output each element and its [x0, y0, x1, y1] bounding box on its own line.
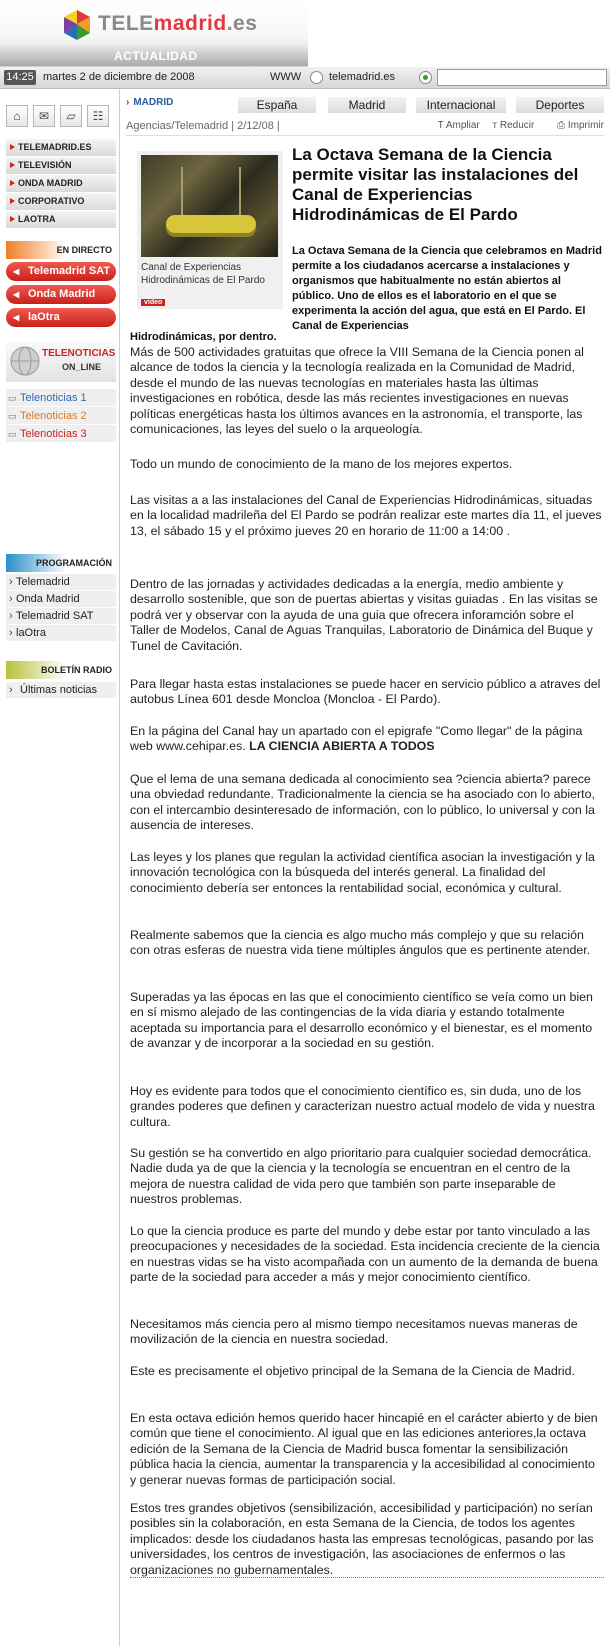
- paragraph: Todo un mundo de conocimiento de la mano de los mejores expertos.: [130, 457, 513, 471]
- live-laotra-button[interactable]: ◀ laOtra: [6, 308, 116, 327]
- home-icon[interactable]: ⌂: [6, 105, 28, 127]
- paragraph: Su gestión se ha convertido en algo prioritario para cualquier sociedad democrática. Nadie duda ya de que la ciencia y la tecnología se encuentran en el centro de la mejora de nuestra calidad de vida pero que también son parte inseparable de nuestros problemas.: [130, 1146, 592, 1207]
- bold-heading: LA CIENCIA ABIERTA A TODOS: [249, 739, 435, 754]
- region-tabs: [126, 97, 604, 113]
- paragraph: Para llegar hasta estas instalaciones se puede hacer en servicio público a atraves del autobus Línea 601 desde Moncloa (Moncloa - El Pardo).: [130, 677, 601, 707]
- menu-television[interactable]: TELEVISIÓN: [6, 157, 116, 174]
- article-image-box: [137, 151, 283, 309]
- paragraph: Más de 500 actividades gratuitas que ofrece la VIII Semana de la Ciencia ponen al alcance de todos la ciencia y la tecnología realizada en la Comunidad de Madrid, desde el mundo de las nuevas tecnologías en materiales hasta las últimas investigaciones en robótica, desde las más recientes investigaciones en nuevas políticas energéticas hasta los últimos avances en la astronomía, el transporte, las comunicaciones, las leyes del suelo o la arqueología.: [130, 345, 584, 437]
- text-tools: [428, 120, 604, 131]
- brand-prefix: TELE: [98, 12, 154, 35]
- article-title: La Octava Semana de la Ciencia permite visitar las instalaciones del Canal de Experiencias Hidrodinámicas de El Pardo: [292, 145, 579, 224]
- telemadrid-logo-icon[interactable]: [60, 8, 94, 42]
- meta-separator: |: [231, 120, 238, 132]
- programacion-heading: PROGRAMACIÓN: [6, 554, 116, 572]
- brand-suffix: .es: [226, 12, 258, 35]
- paragraph: Este es precisamente el objetivo principal de la Semana de la Ciencia de Madrid.: [130, 1364, 575, 1378]
- program-telemadrid-link[interactable]: › Telemadrid: [6, 574, 116, 591]
- www-label: WWW: [270, 71, 302, 83]
- menu-laotra[interactable]: LAOTRA: [6, 211, 116, 228]
- paragraph-text: En la página del Canal hay un apartado con el epigrafe "Como llegar" de la página web www.cehipar.es.: [130, 724, 583, 754]
- video-button[interactable]: vídeo: [141, 299, 165, 306]
- article-divider: [130, 1577, 604, 1578]
- photo-structure: [181, 167, 241, 217]
- section-title: ACTUALIDAD: [114, 49, 198, 63]
- menu-corporativo[interactable]: CORPORATIVO: [6, 193, 116, 210]
- article-photo[interactable]: [141, 155, 278, 257]
- tab-espana[interactable]: España: [238, 97, 316, 113]
- reducir-label: Reducir: [499, 120, 535, 131]
- sitemap-icon[interactable]: ☷: [87, 105, 109, 127]
- meta-separator: |: [276, 120, 280, 132]
- site-header: [0, 0, 610, 67]
- telenoticias-globe-icon: [9, 345, 41, 377]
- current-date: martes 2 de diciembre de 2008: [43, 71, 195, 83]
- paragraph: Dentro de las jornadas y actividades dedicadas a la energía, medio ambiente y desarrollo sostenible, que son de puertas abiertas y visitas guiadas . En las visitas se podrá ver y observar con la ayuda de una guia que ofrecera inforamción sobre el Taller de Modelos, Canal de Aguas Tranquilas, Laboratorio de Dinámica del Buque y Tunel de Cavitación.: [130, 577, 598, 653]
- main-menu: [6, 139, 116, 229]
- article-date: 2/12/08: [237, 120, 274, 132]
- program-telemadrid-sat-link[interactable]: › Telemadrid SAT: [6, 608, 116, 625]
- boletin-heading: BOLETÍN RADIO: [6, 661, 116, 679]
- telenoticias-banner[interactable]: [6, 342, 116, 382]
- paragraph: En esta octava edición hemos querido hacer hincapié en el carácter abierto y de bien común que tiene el conocimiento. Al igual que en las ediciones anteriores,la octava edición de la Semana de la Ciencia de Madrid busca fomentar la sensibilización pública hacia la ciencia, aumentar la transparencia y la accesibilidad al conocimiento y generar nuevas formas de participación social.: [130, 1411, 598, 1487]
- live-telemadrid-sat-button[interactable]: ◀ Telemadrid SAT: [6, 262, 116, 281]
- programacion-list: [6, 574, 116, 642]
- program-laotra-link[interactable]: › laOtra: [6, 625, 116, 642]
- paragraph: [130, 724, 604, 755]
- toolbar-icons: [6, 105, 116, 127]
- live-onda-madrid-button[interactable]: ◀ Onda Madrid: [6, 285, 116, 304]
- menu-telemadrid[interactable]: TELEMADRID.ES: [6, 139, 116, 156]
- search-site-radio[interactable]: [419, 71, 432, 84]
- clock: 14:25: [4, 70, 36, 85]
- search-web-radio[interactable]: [310, 71, 323, 84]
- tab-deportes[interactable]: Deportes: [516, 97, 604, 113]
- left-sidebar: [0, 89, 120, 1646]
- telenoticias-title: TELENOTICIAS: [42, 348, 116, 359]
- search-input[interactable]: [437, 69, 607, 86]
- ampliar-button[interactable]: T Ampliar: [437, 120, 480, 131]
- paragraph: Las visitas a a las instalaciones del Canal de Experiencias Hidrodinámicas, situadas en la localidad madrileña del El Pardo se podrán realizar este martes día 11, el jueves 13, el sábado 15 y el próximo jueves 20 en horario de 11:00 a 14:00 .: [130, 493, 602, 538]
- folder-icon[interactable]: ▱: [60, 105, 82, 127]
- paragraph: Lo que la ciencia produce es parte del mundo y debe estar por tanto vinculado a las preocupaciones y necesidades de la sociedad. Esta incidencia creciente de la ciencia en nuestras vidas se ha visto acompañada con un aumento de la demanda de buena parte de la sociedad para acceder a más y mejor conocimiento científico.: [130, 1224, 600, 1285]
- telenoticias-subtitle: ON_LINE: [62, 362, 102, 372]
- telenoticias-3-link[interactable]: ▭ Telenoticias 3: [6, 425, 116, 443]
- telenoticias-1-link[interactable]: ▭ Telenoticias 1: [6, 389, 116, 407]
- menu-onda-madrid[interactable]: ONDA MADRID: [6, 175, 116, 192]
- article-lead-end: Hidrodinámicas, por dentro.: [130, 331, 277, 343]
- paragraph: Hoy es evidente para todos que el conocimiento científico es, sin duda, uno de los grandes poderes que definen y caracterizan nuestro actual modelo de vida y nuestra cultura.: [130, 1084, 595, 1129]
- telenoticias-list: [6, 389, 116, 443]
- image-caption: Canal de Experiencias Hidrodinámicas de El Pardo: [141, 262, 265, 286]
- photo-boat: [166, 215, 256, 233]
- date-search-bar: [0, 67, 610, 89]
- paragraph: Realmente sabemos que la ciencia es algo mucho más complejo y que su relación con otras esferas de nuestra vida tiene múltiples ángulos que es pertinente atender.: [130, 928, 591, 958]
- ampliar-label: Ampliar: [445, 120, 480, 131]
- paragraph: Las leyes y los planes que regulan la actividad científica asocian la investigación y la innovación tecnológica con la búsqueda del interés general. La finalidad del conocimiento debería ser entonces la rentabilidad social, económica y cultural.: [130, 850, 595, 895]
- paragraph: Que el lema de una semana dedicada al conocimiento sea ?ciencia abierta? parece una obviedad redundante. Tradicionalmente la ciencia se ha asociado con lo abierto, con el intercambio desinteresado de información, con lo público, lo universal y con la ausencia de intereses.: [130, 772, 595, 833]
- imprimir-label: Imprimir: [567, 120, 604, 131]
- brand-main: madrid: [153, 12, 227, 35]
- paragraph: Estos tres grandes objetivos (sensibilización, accesibilidad y participación) no serían posibles sin la colaboración, en esta Semana de la Ciencia, de todos los agentes implicados: desde los ciudadanos hasta las empresas tecnológicas, pasando por las universidades, los centros de investigación, las asociaciones de enfermos o las organizaciones no gubernamentales.: [130, 1501, 594, 1577]
- section-banner: [0, 46, 308, 66]
- article-lead: La Octava Semana de la Ciencia que celebramos en Madrid permite a los ciudadanos acercarse a instalaciones y organismos que habitualmente no están abiertos al público. Uno de ellos es el laboratorio en el que se experimenta la acción del agua, que está en El Pardo. El Canal de Experiencias: [292, 245, 602, 332]
- imprimir-button[interactable]: [547, 120, 604, 131]
- mail-icon[interactable]: ✉: [33, 105, 55, 127]
- paragraph: Superadas ya las épocas en las que el conocimiento científico se veía como un bien en sí mismo alejado de las contingencias de la vida diaria y estando totalmente aceptada su importancia para el desarrollo económico y el bienestar, es el momento de avanzar y de incorporar a la sociedad en su gestión.: [130, 990, 593, 1051]
- brand-name[interactable]: [98, 12, 257, 36]
- tab-internacional[interactable]: Internacional: [416, 97, 506, 113]
- paragraph: Necesitamos más ciencia pero al mismo tiempo necesitamos nuevas maneras de movilización de la ciencia en nuestra sociedad.: [130, 1317, 578, 1347]
- telenoticias-2-link[interactable]: ▭ Telenoticias 2: [6, 407, 116, 425]
- article-meta: [126, 120, 604, 136]
- program-onda-madrid-link[interactable]: › Onda Madrid: [6, 591, 116, 608]
- tab-madrid-active[interactable]: › MADRID: [126, 97, 173, 108]
- en-directo-heading: EN DIRECTO: [6, 241, 116, 259]
- site-label: telemadrid.es: [329, 71, 396, 83]
- reducir-button[interactable]: т Reducir: [492, 120, 535, 131]
- article-source: Agencias/Telemadrid: [126, 120, 229, 132]
- ultimas-noticias-link[interactable]: › Últimas noticias: [6, 682, 116, 699]
- tab-madrid[interactable]: Madrid: [328, 97, 406, 113]
- print-icon: ⎙: [557, 120, 566, 131]
